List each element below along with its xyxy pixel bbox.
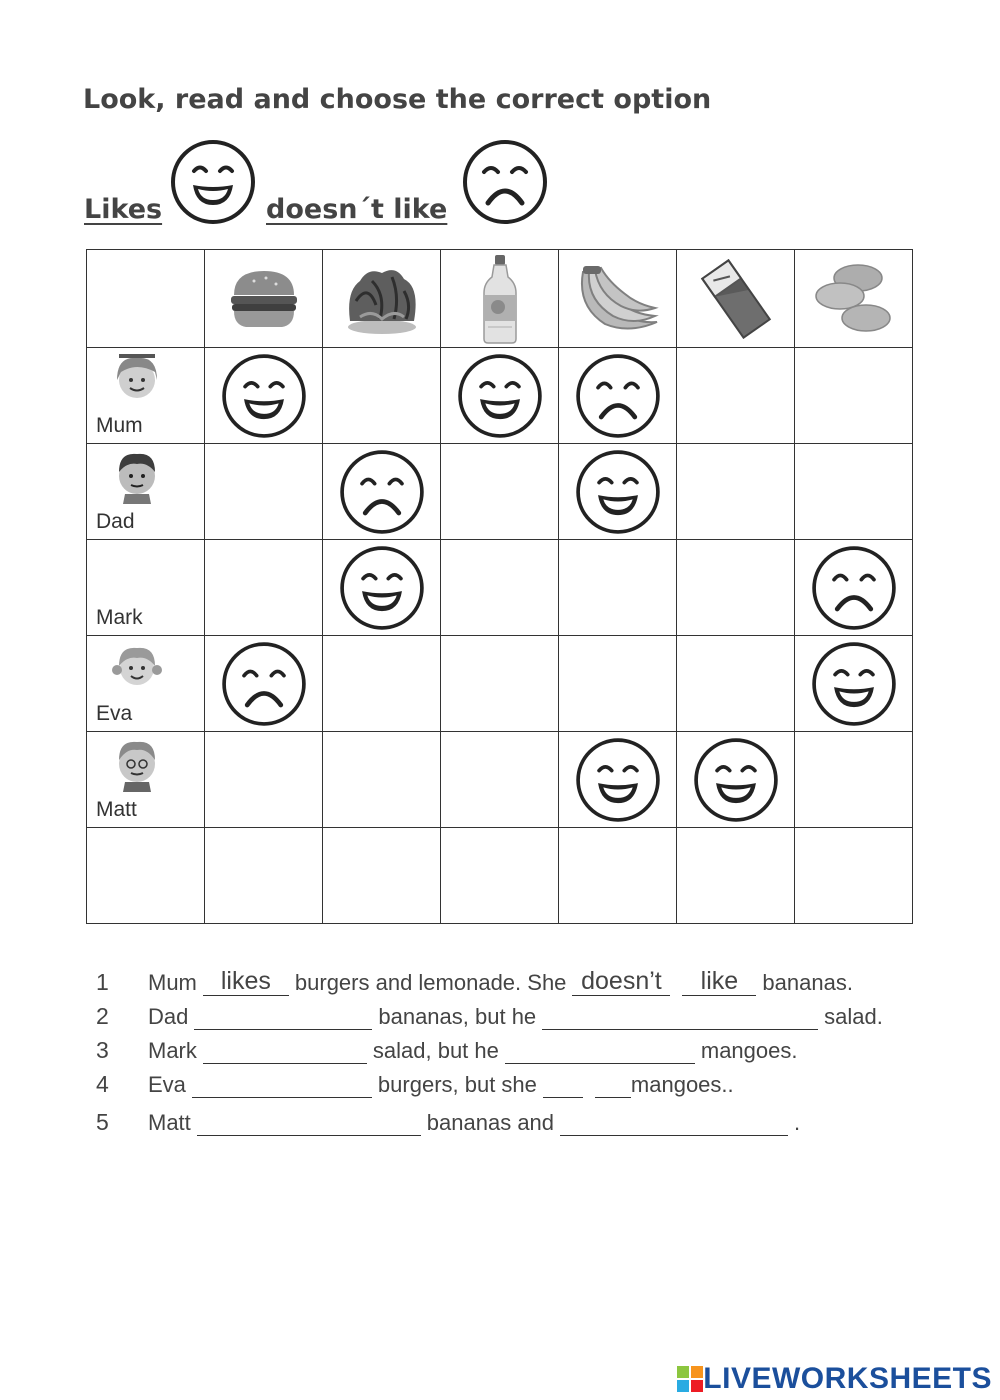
person-name: Dad [96, 510, 135, 533]
sentence-number: 1 [96, 969, 109, 995]
person-cell [87, 444, 205, 540]
preferences-table [86, 249, 913, 924]
mark-cell [677, 444, 795, 540]
sentence-subject: Mark [148, 1038, 197, 1063]
mark-cell [323, 540, 441, 636]
table-row [87, 636, 913, 732]
answer-blank[interactable] [543, 1071, 583, 1098]
sentence-1 [96, 962, 883, 996]
sentence-text: burgers and lemonade. She [294, 970, 567, 995]
sad-face-icon [576, 354, 660, 438]
person-cell [87, 828, 205, 924]
person-name: Mark [96, 606, 143, 629]
answer-blank[interactable] [194, 1003, 372, 1030]
mark-cell [441, 732, 559, 828]
answer-blank[interactable] [192, 1071, 372, 1098]
table-row [87, 444, 913, 540]
happy-face-icon [694, 738, 778, 822]
mark-cell [559, 636, 677, 732]
salad-icon [342, 261, 422, 337]
sad-face-icon [340, 450, 424, 534]
food-header-chocolate [677, 250, 795, 348]
mark-cell [677, 540, 795, 636]
lemonade-bottle-icon [480, 253, 520, 345]
mark-cell [677, 828, 795, 924]
answer-blank[interactable] [560, 1109, 788, 1136]
sentence-subject: Dad [148, 1004, 189, 1029]
happy-face-icon [340, 546, 424, 630]
person-name: Eva [96, 702, 133, 725]
table-row [87, 348, 913, 444]
person-portrait-icon [111, 448, 165, 506]
table-row [87, 732, 913, 828]
mark-cell [559, 540, 677, 636]
sentence-number: 4 [96, 1071, 109, 1097]
answer-blank[interactable] [595, 1071, 631, 1098]
sad-face-icon [222, 642, 306, 726]
legend-sad-face-icon [462, 139, 548, 225]
sentence-text: . [794, 1110, 801, 1135]
person-cell [87, 540, 205, 636]
food-header-burger [205, 250, 323, 348]
person-cell [87, 348, 205, 444]
person-cell [87, 732, 205, 828]
sentence-text: mangoes. [700, 1038, 798, 1063]
answer-blank[interactable] [542, 1003, 818, 1030]
mark-cell [677, 348, 795, 444]
sentence-subject: Mum [148, 970, 197, 995]
mark-cell [205, 636, 323, 732]
mark-cell [559, 348, 677, 444]
answer-blank[interactable]: like [682, 969, 756, 996]
mark-cell [205, 732, 323, 828]
liveworksheets-logo [677, 1362, 992, 1396]
mark-cell [441, 348, 559, 444]
food-header-bananas [559, 250, 677, 348]
sentence-list [96, 962, 883, 1136]
food-header-salad [323, 250, 441, 348]
sentence-text: bananas. [762, 970, 853, 995]
happy-face-icon [458, 354, 542, 438]
sentence-number: 5 [96, 1109, 109, 1135]
happy-face-icon [576, 450, 660, 534]
sad-face-icon [812, 546, 896, 630]
legend-happy-face-icon [170, 139, 256, 225]
sentence-text: burgers, but she [377, 1072, 537, 1097]
happy-face-icon [576, 738, 660, 822]
sentence-subject: Eva [148, 1072, 186, 1097]
food-header-lemonade [441, 250, 559, 348]
sentence-text: mangoes.. [630, 1072, 734, 1097]
person-portrait-icon [111, 352, 165, 410]
mark-cell [677, 636, 795, 732]
mark-cell [323, 348, 441, 444]
sentence-2 [96, 996, 883, 1030]
burger-icon [226, 265, 302, 333]
mark-cell [323, 828, 441, 924]
table-row [87, 828, 913, 924]
mangoes-icon [812, 262, 896, 336]
mark-cell [441, 540, 559, 636]
corner-cell [87, 250, 205, 348]
mark-cell [795, 444, 913, 540]
person-portrait-icon [111, 736, 165, 794]
sentence-number: 2 [96, 1003, 109, 1029]
happy-face-icon [222, 354, 306, 438]
answer-blank[interactable]: doesn’t [572, 969, 670, 996]
sentence-4 [96, 1064, 883, 1098]
happy-face-icon [812, 642, 896, 726]
mark-cell [795, 348, 913, 444]
chocolate-bar-icon [696, 259, 776, 339]
mark-cell [795, 732, 913, 828]
mark-cell [323, 444, 441, 540]
answer-blank[interactable] [197, 1109, 421, 1136]
sentence-text: salad. [824, 1004, 883, 1029]
mark-cell [205, 828, 323, 924]
table-row [87, 540, 913, 636]
mark-cell [323, 732, 441, 828]
bananas-icon [575, 264, 661, 334]
mark-cell [559, 732, 677, 828]
sentence-5 [96, 1098, 883, 1136]
mark-cell [559, 444, 677, 540]
answer-blank[interactable] [203, 1037, 367, 1064]
food-header-mangoes [795, 250, 913, 348]
answer-blank[interactable]: likes [203, 969, 289, 996]
mark-cell [795, 540, 913, 636]
mark-cell [205, 444, 323, 540]
mark-cell [205, 540, 323, 636]
sentence-text: bananas, but he [378, 1004, 537, 1029]
mark-cell [795, 828, 913, 924]
legend-dislikes-label: doesn´t like [266, 194, 448, 225]
worksheet-title: Look, read and choose the correct option [83, 84, 712, 115]
mark-cell [559, 828, 677, 924]
person-name: Mum [96, 414, 143, 437]
sentence-text: bananas and [426, 1110, 555, 1135]
sentence-3 [96, 1030, 883, 1064]
person-cell [87, 636, 205, 732]
legend-likes-label: Likes [84, 194, 163, 225]
liveworksheets-logo-icon [677, 1366, 703, 1392]
mark-cell [205, 348, 323, 444]
sentence-subject: Matt [148, 1110, 191, 1135]
person-name: Matt [96, 798, 137, 821]
sentence-text: salad, but he [372, 1038, 499, 1063]
mark-cell [441, 828, 559, 924]
mark-cell [441, 444, 559, 540]
liveworksheets-brand: LIVEWORKSHEETS [703, 1362, 992, 1395]
answer-blank[interactable] [505, 1037, 695, 1064]
sentence-number: 3 [96, 1037, 109, 1063]
mark-cell [323, 636, 441, 732]
person-portrait-icon [111, 640, 165, 698]
table-header-row [87, 250, 913, 348]
mark-cell [677, 732, 795, 828]
mark-cell [795, 636, 913, 732]
mark-cell [441, 636, 559, 732]
